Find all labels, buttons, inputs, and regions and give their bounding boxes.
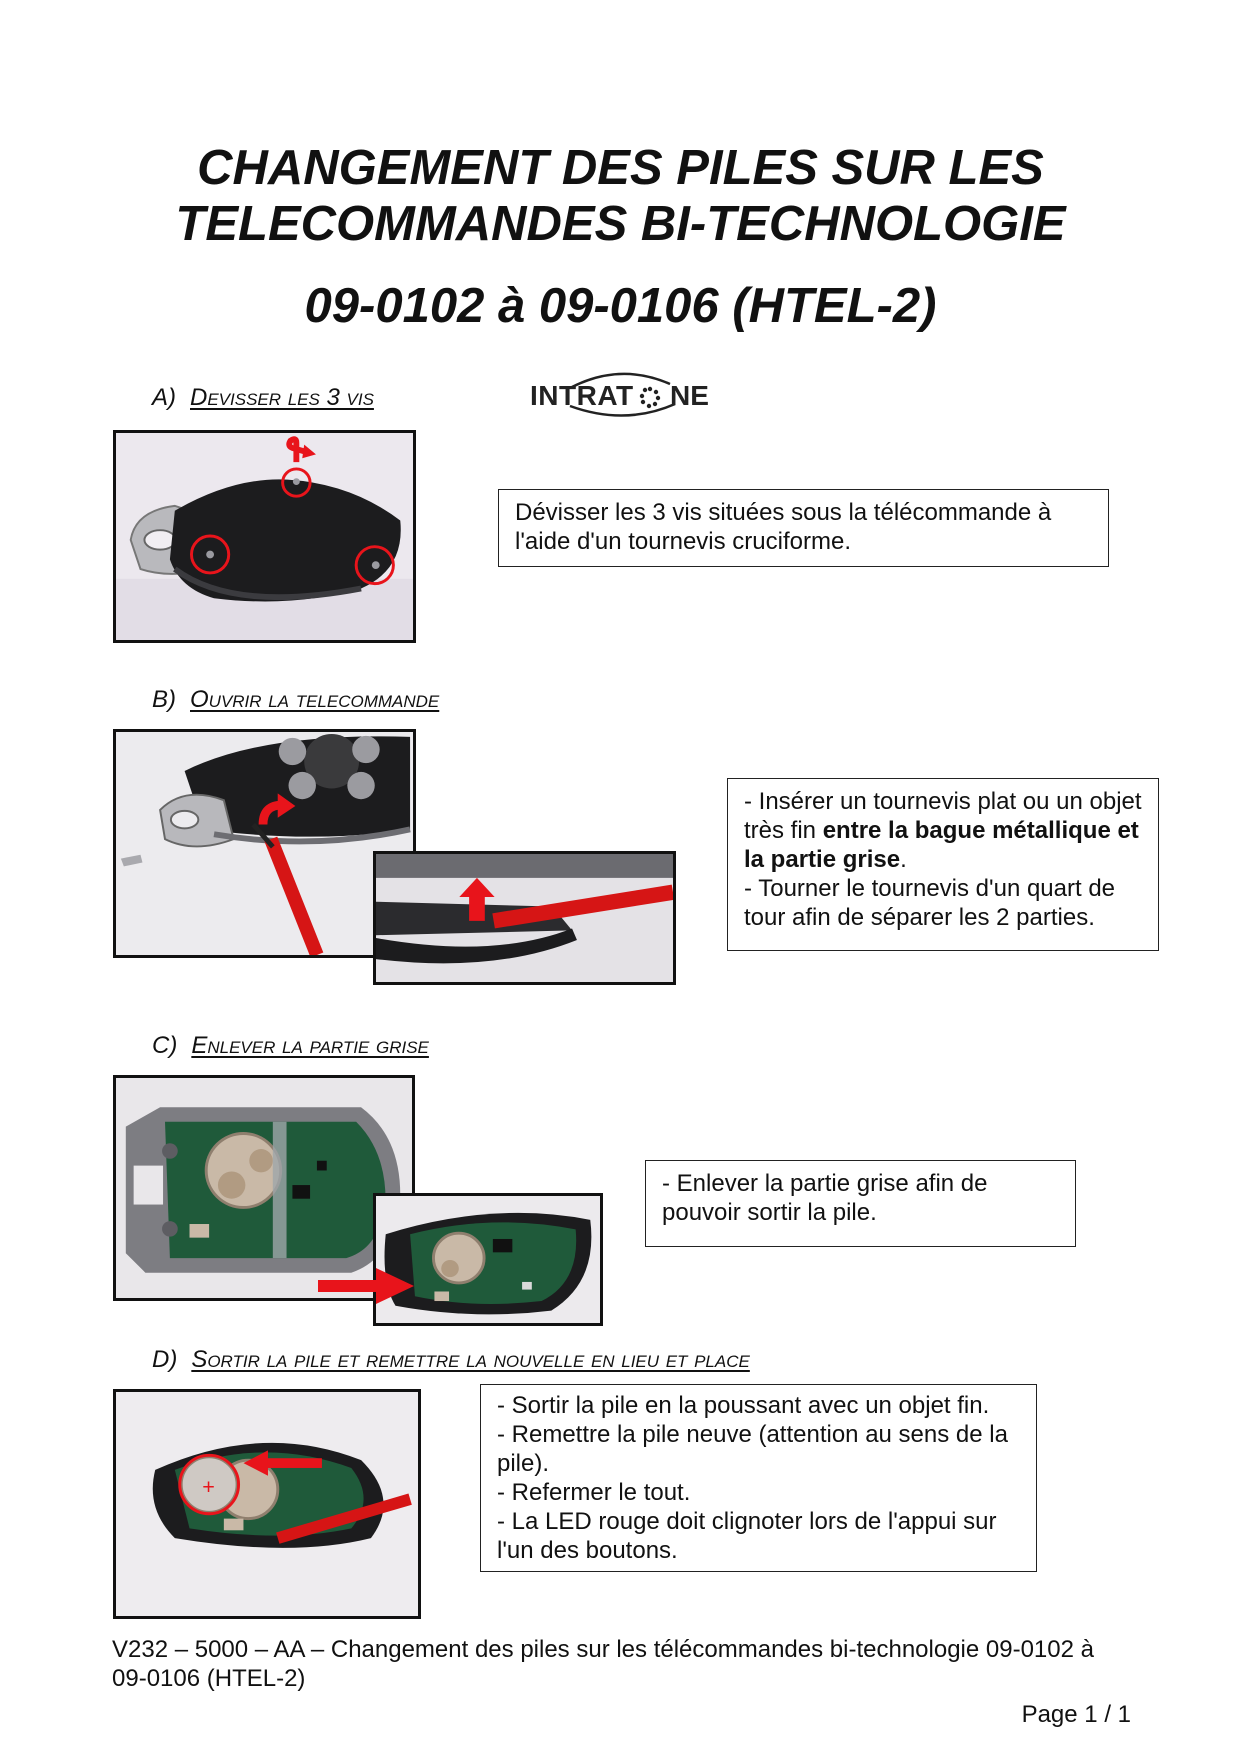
section-a-title: Devisser les 3 vis — [190, 384, 374, 411]
logo-wordmark-right: NE — [670, 380, 709, 411]
svg-text:+: + — [202, 1475, 215, 1500]
section-c-instruction-box — [645, 1160, 1076, 1247]
photo-screwdriver-insert — [373, 851, 676, 985]
red-arrow-right-icon — [318, 1268, 418, 1304]
intratone-logo — [530, 360, 710, 430]
document-subtitle-models: 09-0102 à 09-0106 (HTEL-2) — [304, 279, 937, 333]
photo-pcb-grey-removed — [373, 1193, 603, 1326]
section-c-title: Enlever la partie grise — [191, 1032, 429, 1059]
section-d-instruction-2: - Remettre la pile neuve (attention au sens de la pile). — [497, 1421, 1008, 1477]
photo-opening-remote — [113, 729, 416, 958]
section-b-instruction-2: - Tourner le tournevis d'un quart de tour afin de séparer les 2 parties. — [744, 875, 1116, 931]
document-title-line-2: TELECOMMANDES BI-TECHNOLOGIE — [175, 197, 1066, 251]
section-c-letter: C) — [152, 1032, 178, 1059]
footer-page-number: Page 1 / 1 — [1021, 1701, 1131, 1728]
section-b-text-pre: - Insérer un tournevis plat ou un objet très fin — [744, 788, 1142, 844]
section-c-heading — [152, 1032, 429, 1060]
section-d-instruction-3: - Refermer le tout. — [497, 1479, 691, 1506]
section-d-instruction-4: - La LED rouge doit clignoter lors de l'appui sur l'un des boutons. — [497, 1508, 997, 1564]
section-d-title: Sortir la pile et remettre la nouvelle en lieu et place — [191, 1346, 750, 1373]
section-b-title: Ouvrir la telecommande — [190, 686, 440, 713]
section-b-instruction-1 — [744, 787, 1142, 874]
section-b-heading — [152, 686, 439, 714]
logo-wordmark-left: INTRAT — [530, 380, 634, 411]
section-d-letter: D) — [152, 1346, 178, 1373]
footer-reference: V232 – 5000 – AA – Changement des piles sur les télécommandes bi-technologie 09-0102 à 09-0106 (HTEL-2) — [112, 1636, 1094, 1692]
section-b-text-post: . — [900, 846, 907, 873]
document-title-line-1: CHANGEMENT DES PILES SUR LES — [197, 141, 1044, 195]
section-d-instruction-1: - Sortir la pile en la poussant avec un objet fin. — [497, 1392, 990, 1419]
section-b-letter: B) — [152, 686, 176, 713]
section-d-heading — [152, 1346, 750, 1374]
photo-remote-screws — [113, 430, 416, 643]
section-c-instruction: - Enlever la partie grise afin de pouvoir sortir la pile. — [662, 1170, 988, 1226]
section-d-instruction-box — [480, 1384, 1037, 1572]
section-a-heading — [152, 384, 374, 412]
photo-battery-replacement — [113, 1389, 421, 1619]
section-b-instruction-box — [727, 778, 1159, 951]
section-b-text-bold: entre la bague métallique et la partie grise — [744, 817, 1139, 873]
section-a-instruction-box — [498, 489, 1109, 567]
section-a-letter: A) — [152, 384, 176, 411]
section-a-instruction: Dévisser les 3 vis situées sous la télécommande à l'aide d'un tournevis cruciforme. — [515, 499, 1052, 555]
